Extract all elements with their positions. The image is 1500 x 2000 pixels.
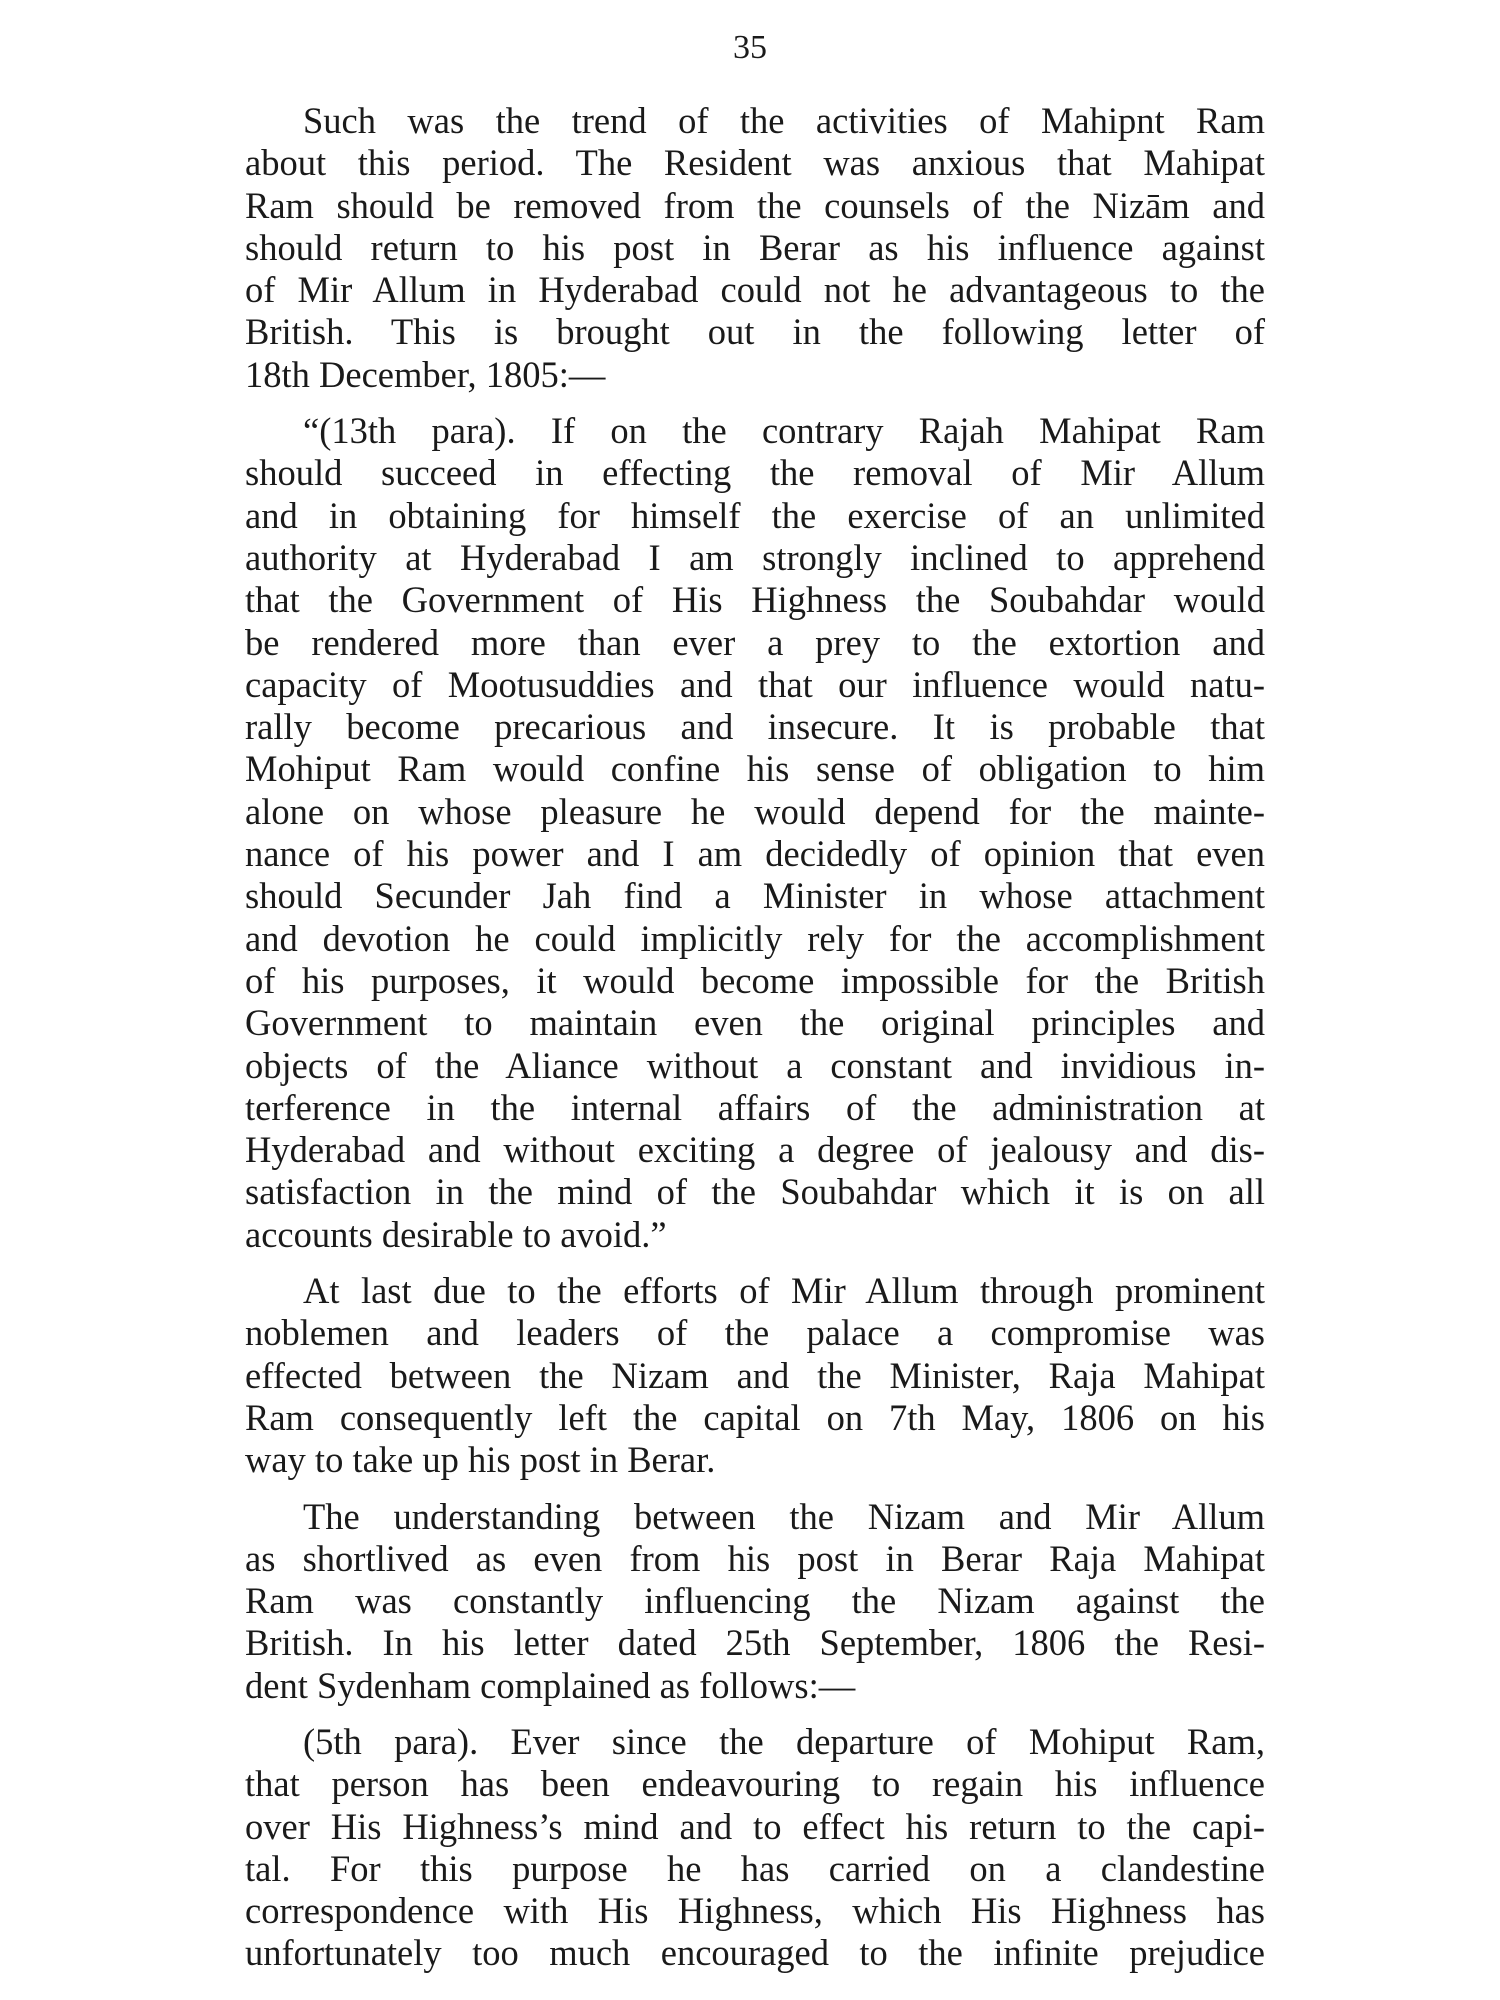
body-text (245, 100, 1265, 1989)
text-line: terference in the internal affairs of the administration at (245, 1086, 1265, 1128)
text-line: capacity of Mootusuddies and that our influence would natu- (245, 663, 1265, 705)
text-line: dent Sydenham complained as follows:— (245, 1664, 856, 1706)
text-line: Such was the trend of the activities of Mahipnt Ram (303, 100, 1265, 141)
text-line: satisfaction in the mind of the Soubahdar which it is on all (245, 1171, 1265, 1213)
text-line: and devotion he could implicitly rely for the accomplishment (245, 917, 1265, 959)
text-line: of his purposes, it would become impossible for the British (245, 959, 1265, 1001)
text-line: alone on whose pleasure he would depend for the mainte- (245, 790, 1265, 832)
text-line: unfortunately too much encouraged to the infinite prejudice (245, 1932, 1265, 1974)
text-line: correspondence with His Highness, which His Highness has (245, 1890, 1265, 1932)
text-line: Government to maintain even the original principles and (245, 1002, 1265, 1044)
text-line: of Mir Allum in Hyderabad could not he advantageous to the (245, 269, 1265, 311)
text-line: Ram should be removed from the counsels of the Nizām and (245, 184, 1265, 226)
text-line: be rendered more than ever a prey to the extortion and (245, 621, 1265, 663)
text-line: (5th para). Ever since the departure of Mohiput Ram, (303, 1720, 1265, 1762)
text-line: noblemen and leaders of the palace a compromise was (245, 1312, 1265, 1354)
text-line: objects of the Aliance without a constant and invidious in- (245, 1044, 1265, 1086)
text-line: authority at Hyderabad I am strongly inclined to apprehend (245, 536, 1265, 578)
text-line: The understanding between the Nizam and Mir Allum (303, 1495, 1265, 1537)
text-line: should succeed in effecting the removal of Mir Allum (245, 452, 1265, 494)
paragraph-5 (245, 1721, 1265, 1975)
text-line: about this period. The Resident was anxious that Mahipat (245, 142, 1265, 184)
text-line: At last due to the efforts of Mir Allum through prominent (303, 1270, 1265, 1312)
text-line: British. This is brought out in the following letter of (245, 311, 1265, 353)
paragraph-2-quotation (245, 410, 1265, 1256)
paragraph-1 (245, 100, 1265, 396)
text-line: should return to his post in Berar as his influence against (245, 226, 1265, 268)
text-line: should Secunder Jah find a Minister in whose attachment (245, 875, 1265, 917)
text-line: tal. For this purpose he has carried on a clandestine (245, 1847, 1265, 1889)
text-line: “(13th para). If on the contrary Rajah Mahipat Ram (303, 410, 1265, 452)
text-line: accounts desirable to avoid.” (245, 1213, 667, 1255)
text-line: over His Highness’s mind and to effect his return to the capi- (245, 1805, 1265, 1847)
text-line: that person has been endeavouring to regain his influence (245, 1763, 1265, 1805)
text-line: 18th December, 1805:— (245, 353, 606, 395)
paragraph-3 (245, 1270, 1265, 1481)
text-line: that the Government of His Highness the Soubahdar would (245, 579, 1265, 621)
text-line: Hyderabad and without exciting a degree of jealousy and dis- (245, 1129, 1265, 1171)
page-number: 35 (733, 29, 767, 66)
text-line: Ram was constantly influencing the Nizam against the (245, 1580, 1265, 1622)
text-line: effected between the Nizam and the Minister, Raja Mahipat (245, 1354, 1265, 1396)
text-line: nance of his power and I am decidedly of opinion that even (245, 833, 1265, 875)
text-line: rally become precarious and insecure. It is probable that (245, 706, 1265, 748)
text-line: and in obtaining for himself the exercise of an unlimited (245, 494, 1265, 536)
paragraph-4 (245, 1496, 1265, 1707)
text-line: as shortlived as even from his post in Berar Raja Mahipat (245, 1537, 1265, 1579)
text-line: Ram consequently left the capital on 7th May, 1806 on his (245, 1396, 1265, 1438)
text-line: way to take up his post in Berar. (245, 1439, 716, 1481)
text-line: British. In his letter dated 25th September, 1806 the Resi- (245, 1622, 1265, 1664)
text-line: Mohiput Ram would confine his sense of obligation to him (245, 748, 1265, 790)
